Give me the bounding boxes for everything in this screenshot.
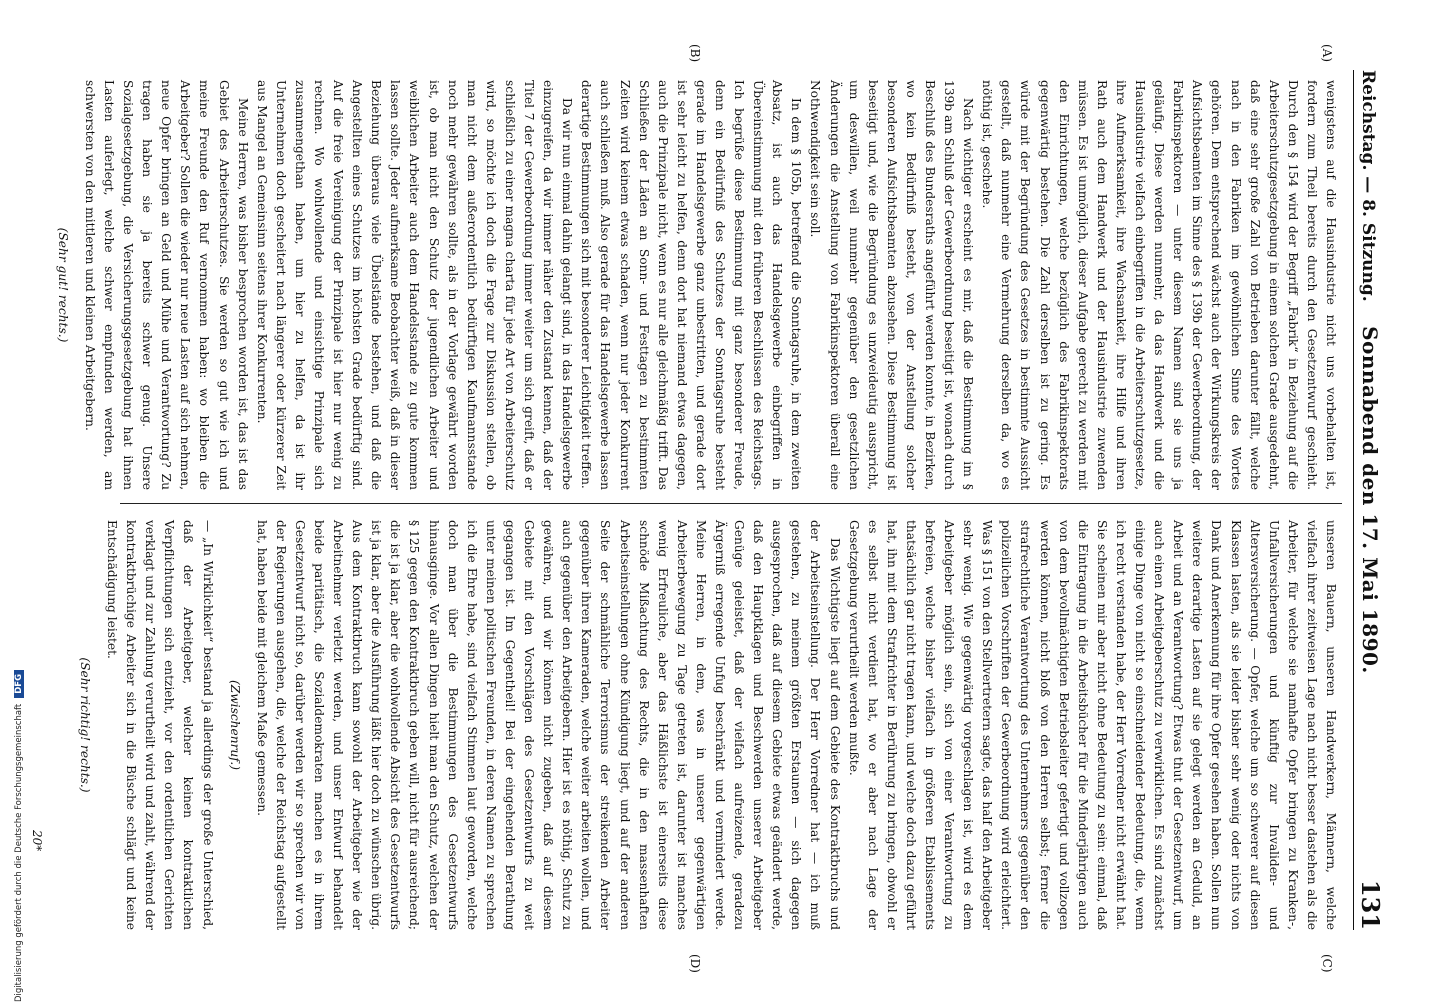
header-date: Sonnabend den 17. Mai 1890. (1358, 326, 1382, 674)
signature-mark: 20* (30, 830, 44, 852)
left-paragraph: Da wir nun einmal dahin gelangt sind, in das Handelsgewerbe einzugreifen, da wir immer näher den Zustand kennen, daß der Titel 7 der Gewerbeordnung immer weiter um sich greift, daß er schließlich zu einer magna charta für jede Art von Arbeiterschutz wird, so möchte ich doch die Frage zur Diskussion stellen, ob man nicht dem außerordentlich bedürftigen Kaufmannsstande noch mehr gewähren sollte, als in der Vorlage gewährt worden ist, ob man nicht den Schutz der jugendlichen Arbeiter und weiblichen Arbeiter auch dem Handelsstande zu gute kommen lassen sollte. Jeder aufmerksame Beobachter weiß, daß in dieser Beziehung überaus viele Übelstände bestehen, und daß die Angestellten eines Schutzes im höchsten Grade bedürftig sind. Auf die freie Vereinigung der Prinzipale ist hier nur wenig zu rechnen. Wo wohlwollende und einsichtige Prinzipale sich zusammengethan haben, um hier zu helfen, da ist ihr Unternehmen doch gescheitert nach längerer oder kürzerer Zeit aus Mangel an Gemeinsinn seitens ihrer Konkurrenten. (254, 80, 575, 490)
right-applause: (Sehr richtig! rechts.) (78, 657, 92, 793)
page-number: 131 (1356, 879, 1385, 930)
right-paragraph: unseren Bauern, unseren Handwerkern, Männern, welche vielfach ihrer zeitweisen Lage nach nicht besser dastehen als die Arbeiter, für welche sie namhafte Opfer bringen zu Kranken-, Unfallversicherungen und künftig zur Invaliden- und Altersversicherung. — Opfer, welche um so schwerer auf diesen Klassen lasten, als sie leider bisher sehr wenig oder nichts von Dank und Anerkennung für ihre Opfer gesehen haben. Sollen nun weitere derartige Lasten auf sie gelegt werden an Geduld, an Arbeit und an Verantwortung? Etwas thut der Gesetzentwurf, um auch einen Arbeitgeberschutz zu verwirklichen. Es sind zunächst einige Dinge von nicht so einschneidender Bedeutung, die, wenn ich recht verstanden habe, der Herr Vorredner nicht erwähnt hat. Sie scheinen mir aber nicht ohne Bedeutung zu sein: einmal, daß die Eintragung in die Arbeitsbücher für die Minderjährigen auch von dem bevollmächtigten Betriebsleiter gefertigt und vollzogen werden können, nicht bloß von den Herren selbst; ferner die strafrechtliche Verantwortung des Unternehmers gegenüber den polizeilichen Vorschriften der Gewerbeordnung wird erleichtert. Was § 151 von den Stellvertretern sagte, das half den Arbeitgeber sehr wenig. Wie gegenwärtig vorgeschlagen ist, wird es dem Arbeitgeber möglich sein, sich von einer Verantwortung zu befreien, welche bisher vielfach in größeren Etablissements thatsächlich gar nicht tragen kann, und welche doch dazu geführt hat, ihn mit dem Strafrichter in Berührung zu bringen, obwohl er es selbst nicht verdient hat, wo er aber nach Lage der Gesetzgebung verurtheilt werden mußte. (846, 520, 1338, 930)
digitization-credit (14, 2, 24, 1002)
right-column (67, 520, 1340, 930)
dfg-logo: DFG (14, 670, 24, 698)
left-column (45, 80, 1340, 490)
right-quote: — „In Wirklichkeit“ bestand ja allerdings der große Unterschied, daß der Arbeitgeber, welcher keinen kontraktlichen Verpflichtungen sich entzieht, vor den ordentlichen Gerichten verklagt und zur Zahlung verurtheilt wird und zahlt, während der kontraktbrüchige Arbeiter sich in die Büsche schlägt und keine Entschädigung leistet. (105, 520, 215, 930)
margin-marker-a: (A) (1320, 44, 1334, 63)
digitization-text: Digitalisierung gefördert durch die Deutsche Forschungsgemeinschaft (14, 703, 24, 1002)
margin-marker-c: (C) (1320, 954, 1334, 973)
page-header (1353, 70, 1390, 930)
margin-marker-b: (B) (688, 44, 702, 63)
left-paragraph: Nach wichtiger erscheint es mir, daß die Bestimmung im § 139b am Schluß der Gewerbeordnung beseitigt ist, wonach durch Beschluß des Bundesraths angeführt werden konnte, in Bezirken, wo kein Bedürfniß besteht, von der Anstellung solcher besonderen Aufsichtsbeamten abzusehen. Diese Bestimmung ist beseitigt und, wie die Begründung es unzweideutig ausspricht, um deswillen, weil nunmehr gegenüber den gesetzlichen Änderungen die Anstellung von Fabrikinspektoren überall eine Nothwendigkeit sein soll. (808, 80, 976, 490)
column-divider (120, 503, 1342, 504)
header-session: Reichstag. — 8. Sitzung. (1358, 70, 1378, 302)
left-paragraph: Meine Herren, was bisher besprochen worden ist, das ist das Gebiet des Arbeiterschutzes. Sie werden so gut wie ich und meine Freunde den Ruf vernommen haben: wo bleiben die Arbeitgeber? Sollen die wieder nur neue Lasten auf sich nehmen, neue Opfer bringen an Geld und Mühe und Verantwortung? Zu tragen haben sie ja bereits schwer genug. Unsere Sozialgesetzgebung, die Versicherungsgesetzgebung hat ihnen Lasten auferlegt, welche schwer empfunden werden, am schwersten von den mittleren und kleinen Arbeitgebern. (82, 80, 250, 490)
margin-marker-d: (D) (688, 954, 702, 973)
left-paragraph: wenigstens auf die Hausindustrie nicht uns vorbehalten ist, fordern zum Theil bereits durch den Gesetzentwurf geschieht. Durch den § 154 wird der Begriff „Fabrik“ in Beziehung auf die Arbeiterschutzgesetzgebung in einem solchen Grade ausgedehnt, daß eine sehr große Zahl von Betrieben darunter fällt, welche nach in den Fabriken im gewöhnlichen Sinne des Wortes gehören. Dem entsprechend wächst auch der Wirkungskreis der Aufsichtsbeamten im Sinne des § 139b der Gewerbeordnung, der Fabrikinspektoren — unter diesem Namen sind sie uns ja geläufig. Diese werden nunmehr, da das Handwerk und die Hausindustrie vielfach einbegriffen in die Arbeiterschutzgesetze, ihre Aufmerksamkeit, ihre Wachsamkeit, ihre Hilfe und ihren Rath auch dem Handwerk und der Hausindustrie zuwenden müssen. Es ist unmöglich, dieser Aufgabe gerecht zu werden mit den Einrichtungen, welche bezüglich des Fabrikinspektorats gegenwärtig bestehen. Die Zahl derselben ist zu gering. Es würde mit der Begründung des Gesetzes in bestimmte Aussicht gestellt, daß nunmehr eine Vermehrung derselben da, wo es nöthig ist, geschehe. (980, 80, 1338, 490)
right-paragraph: Das Wichtigste liegt auf dem Gebiete des Kontraktbruchs und der Arbeitseinstellung. Der Herr Vorredner hat — ich muß gestehen, zu meinem größten Erstaunen — sich dagegen ausgesprochen, daß auf diesem Gebiete etwas geändert werde, daß den Hauptklagen und Beschwerden unserer Arbeitgeber Genüge geleistet, daß der vielfach aufreizende, geradezu Ärgerniß erregende Unfug beschränkt und vermindert werde. Meine Herren, in dem, was in unserer gegenwärtigen Arbeiterbewegung zu Tage getreten ist, darunter ist manches wenig Erfreuliche, aber das Häßlichste ist einerseits diese schnöde Mißachtung des Rechts, die in den massenhaften Arbeitseinstellungen ohne Kündigung liegt, und auf der anderen Seite der schmähliche Terrorismus der streikenden Arbeiter gegenüber ihren Kameraden, welche weiter arbeiten wollen, und auch gegenüber den Arbeitgebern. Hier ist es nöthig, Schutz zu gewähren, und wir können nicht zugeben, daß auf diesem Gebiete mit den Vorschlägen des Gesetzentwurfs zu weit gegangen ist. Im Gegentheil! Bei der eingehenden Berathung unter meinen politischen Freunden, in deren Namen zu sprechen ich die Ehre habe, sind vielfach Stimmen laut geworden, welche doch man über die Bestimmungen des Gesetzentwurfs hinausginge. Vor allen Dingen hielt man den Schutz, welchen der § 125 gegen den Kontraktbruch geben will, nicht für ausreichend; die ist ja klar, aber die wohlwollende Absicht des Gesetzentwurfs ist ja klar, aber die Ausführung läßt hier doch zu wünschen übrig. Aus dem Kontraktbruch kann sowohl der Arbeitgeber wie der Arbeitnehmer verletzt werden, und unser Entwurf behandelt beide paritätisch, die Sozialdemokraten machen es in ihrem Gesetzentwurf nicht so, darüber werden wir so sprechen wir von der Regierungen ausgehen, die, welche der Reichstag aufgestellt hat, haben beide mit gleichem Maße gemessen. (254, 520, 842, 930)
right-interjection: (Zwischenruf.) (227, 680, 242, 770)
left-applause: (Sehr gut! rechts.) (55, 227, 70, 343)
left-paragraph: In dem § 105b, betreffend die Sonntagsruhe, in dem zweiten Absatz, ist auch das Handelsgewerbe einbegriffen in Übereinstimmung mit den früheren Beschlüssen des Reichstags. Ich begrüße diese Bestimmung mit ganz besonderer Freude, denn ein Bedürfniß des Schutzes der Sonntagsruhe besteht gerade im Handelsgewerbe ganz unbestritten, und gerade dort ist sehr leicht zu helfen, denn dort hat niemand etwas dagegen, auch die Prinzipale nicht, wenn es nur alle gleichmäßig trifft. Das Schließen der Läden an Sonn- und Festtagen zu bestimmten Zeiten wird keinem etwas schaden, wenn nur jeder Konkurrent auch schließen muß. Also gerade für das Handelsgewerbe lassen derartige Bestimmungen sich mit besonderer Leichtigkeit treffen. (579, 80, 804, 490)
